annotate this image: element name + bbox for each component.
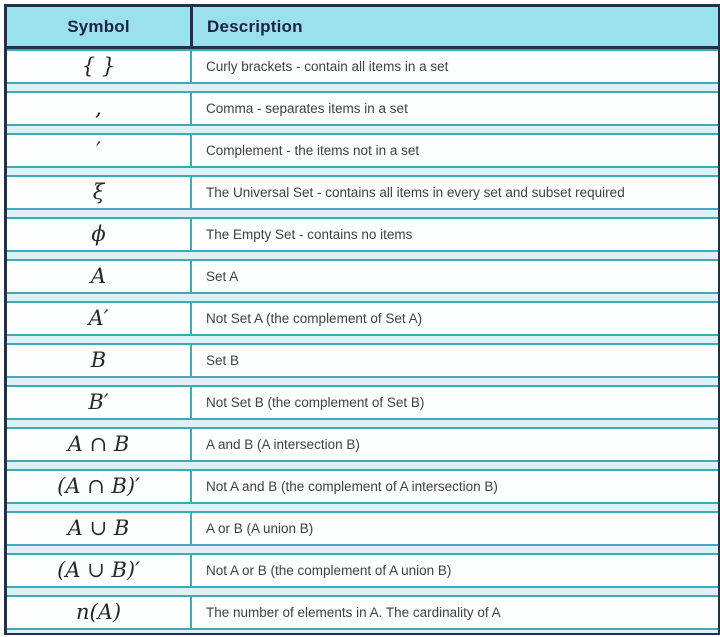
- symbol-cell: A′: [7, 303, 192, 334]
- description-cell: Not A or B (the complement of A union B): [206, 563, 452, 578]
- description-cell: Set B: [206, 353, 240, 368]
- table-row: [7, 595, 718, 630]
- column-header-symbol: Symbol: [7, 7, 193, 46]
- description-cell: Set A: [206, 269, 239, 284]
- symbol-cell: n(A): [7, 597, 192, 628]
- description-cell: Comma - separates items in a set: [206, 101, 408, 116]
- column-header-description: Description: [207, 16, 303, 36]
- symbol-cell: ξ: [7, 177, 192, 208]
- table-row: [7, 217, 718, 252]
- table-row: [7, 301, 718, 336]
- table-body: [7, 49, 718, 637]
- description-cell: The number of elements in A. The cardinality of A: [206, 605, 501, 620]
- table-row: [7, 343, 718, 378]
- description-cell: Not Set A (the complement of Set A): [206, 311, 423, 326]
- symbol-cell: A: [7, 261, 192, 292]
- table-row: [7, 553, 718, 588]
- description-cell: The Universal Set - contains all items in every set and subset required: [206, 185, 625, 200]
- description-cell: Complement - the items not in a set: [206, 143, 420, 158]
- symbol-cell: B: [7, 345, 192, 376]
- description-cell: Curly brackets - contain all items in a set: [206, 59, 449, 74]
- table-row: [7, 511, 718, 546]
- description-cell: A and B (A intersection B): [206, 437, 360, 452]
- symbol-cell: A ∩ B: [7, 429, 192, 460]
- symbol-cell: ϕ: [7, 219, 192, 250]
- set-notation-table: [4, 4, 720, 635]
- symbol-cell: (A ∪ B)′: [7, 555, 192, 586]
- description-cell: Not Set B (the complement of Set B): [206, 395, 425, 410]
- symbol-cell: (A ∩ B)′: [7, 471, 192, 502]
- table-row: [7, 385, 718, 420]
- symbol-cell: A ∪ B: [7, 513, 192, 544]
- symbol-cell: { }: [7, 51, 192, 82]
- table-row: [7, 91, 718, 126]
- symbol-cell: ′: [7, 135, 192, 166]
- table-row: [7, 469, 718, 504]
- table-row: [7, 259, 718, 294]
- symbol-cell: ,: [7, 93, 192, 124]
- description-cell: A or B (A union B): [206, 521, 314, 536]
- table-header-row: [7, 7, 718, 49]
- description-cell: The Empty Set - contains no items: [206, 227, 413, 242]
- description-cell: Not A and B (the complement of A intersection B): [206, 479, 498, 494]
- table-row: [7, 133, 718, 168]
- table-row: [7, 49, 718, 84]
- table-row: [7, 427, 718, 462]
- symbol-cell: B′: [7, 387, 192, 418]
- table-row: [7, 175, 718, 210]
